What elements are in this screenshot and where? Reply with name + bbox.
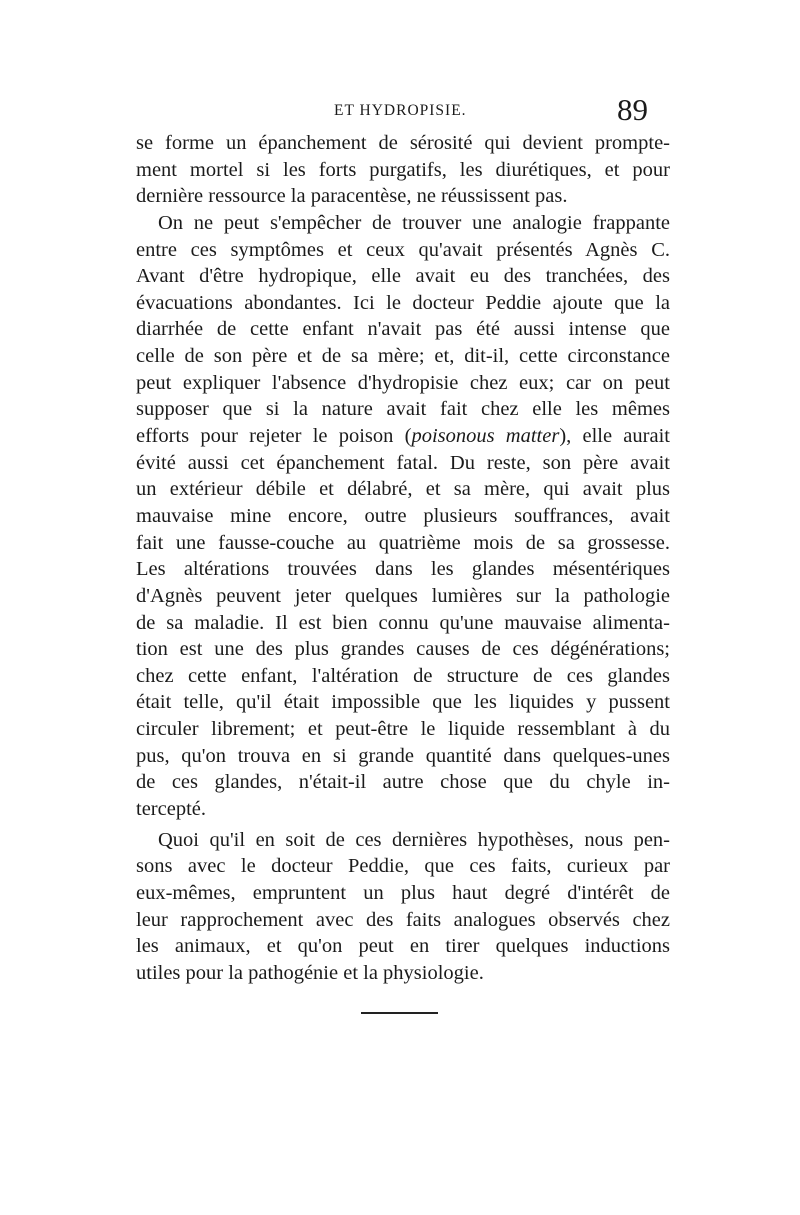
paragraph <box>136 210 670 823</box>
text-line: celle de son père et de sa mère; et, dit-il, cette circonstance <box>136 345 670 368</box>
page-number: 89 <box>617 92 648 127</box>
text-line: leur rapprochement avec des faits analogues observés chez <box>136 908 670 931</box>
text-line: ment mortel si les forts purgatifs, les diurétiques, et pour <box>136 158 670 181</box>
text-line: Avant d'être hydropique, elle avait eu des tranchées, des <box>136 265 670 288</box>
text-line: de sa maladie. Il est bien connu qu'une mauvaise alimenta- <box>136 611 670 634</box>
text-line: de ces glandes, n'était-il autre chose que du chyle in- <box>136 771 670 794</box>
text-line: évité aussi cet épanchement fatal. Du reste, son père avait <box>136 451 670 474</box>
body-text <box>136 130 670 987</box>
text-line: les animaux, et qu'on peut en tirer quelques inductions <box>136 935 670 958</box>
text-line-with-italic <box>136 423 670 450</box>
text-line: mauvaise mine encore, outre plusieurs souffrances, avait <box>136 504 670 527</box>
text-line: évacuations abondantes. Ici le docteur Peddie ajoute que la <box>136 291 670 314</box>
text-line: Quoi qu'il en soit de ces dernières hypothèses, nous pen- <box>158 828 670 851</box>
text-line: chez cette enfant, l'altération de structure de ces glandes <box>136 664 670 687</box>
text-line: fait une fausse-couche au quatrième mois de sa grossesse. <box>136 531 670 554</box>
text-line: peut expliquer l'absence d'hydropisie chez eux; car on peut <box>136 371 670 394</box>
paragraph <box>136 130 670 210</box>
text-line: Les altérations trouvées dans les glandes mésentériques <box>136 558 670 581</box>
text-line: dernière ressource la paracentèse, ne réussissent pas. <box>136 185 568 208</box>
text-segment: efforts pour rejeter le poison ( <box>136 425 412 448</box>
text-line: tercepté. <box>136 798 206 821</box>
text-line: eux-mêmes, empruntent un plus haut degré d'intérêt de <box>136 881 670 904</box>
text-line: entre ces symptômes et ceux qu'avait présentés Agnès C. <box>136 238 670 261</box>
text-line: pus, qu'on trouva en si grande quantité dans quelques-unes <box>136 744 670 767</box>
paragraph <box>136 827 670 987</box>
running-header <box>0 92 800 130</box>
text-line: utiles pour la pathogénie et la physiologie. <box>136 961 484 984</box>
end-rule <box>361 1012 438 1014</box>
text-line: se forme un épanchement de sérosité qui devient prompte- <box>136 132 670 154</box>
text-line: était telle, qu'il était impossible que les liquides y pussent <box>136 691 670 714</box>
text-line: tion est une des plus grandes causes de ces dégénérations; <box>136 638 670 661</box>
italic-phrase: poisonous matter <box>411 425 560 448</box>
text-line: sons avec le docteur Peddie, que ces faits, curieux par <box>136 855 670 878</box>
text-line: diarrhée de cette enfant n'avait pas été aussi intense que <box>136 318 670 341</box>
text-line: un extérieur débile et délabré, et sa mère, qui avait plus <box>136 478 670 501</box>
running-title: ET HYDROPISIE. <box>334 102 467 119</box>
text-line: supposer que si la nature avait fait chez elle les mêmes <box>136 398 670 421</box>
text-line: On ne peut s'empêcher de trouver une analogie frappante <box>158 211 670 234</box>
text-segment: ), elle aurait <box>559 425 670 448</box>
text-line: d'Agnès peuvent jeter quelques lumières sur la pathologie <box>136 584 670 607</box>
text-line: circuler librement; et peut-être le liquide ressemblant à du <box>136 718 670 741</box>
